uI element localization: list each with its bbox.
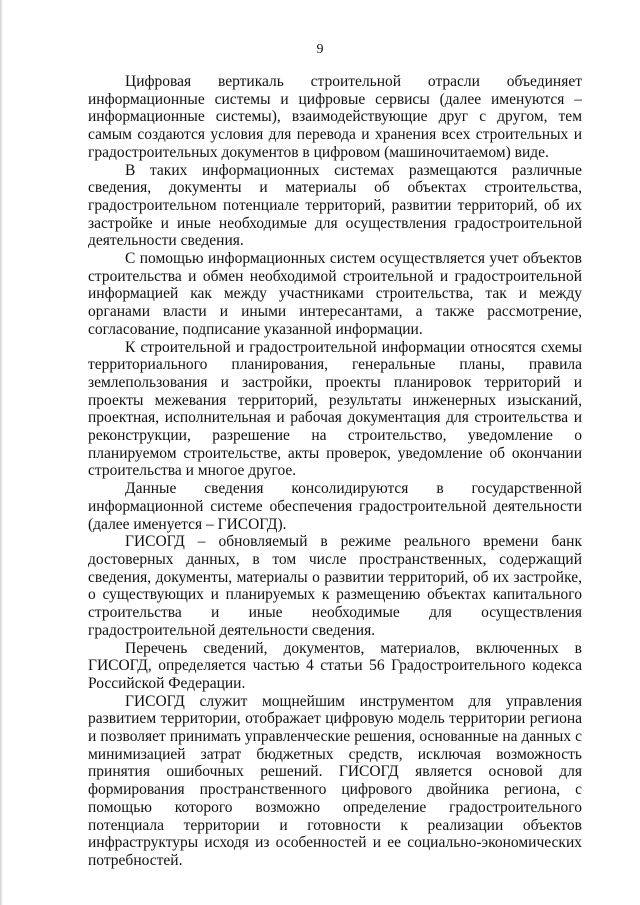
paragraph: К строительной и градостроительной информации относятся схемы территориального планирования, генеральные планы, правила землепользования и застройки, проекты планировок территорий и проекты межевания территорий, результаты инженерных изысканий, проектная, исполнительная и рабочая документация для строительства и реконструкции, разрешение на строительство, уведомление о планируемом строительстве, акты проверок, уведомление об окончании строительства и многое другое. bbox=[88, 338, 582, 480]
paragraph: Данные сведения консолидируются в государственной информационной системе обеспечения градостроительной деятельности (далее именуется – ГИСОГД). bbox=[88, 480, 582, 533]
page-number: 9 bbox=[316, 42, 324, 57]
paragraph: Цифровая вертикаль строительной отрасли объединяет информационные системы и цифровые сервисы (далее именуются – информационные системы), взаимодействующие друг с другом, тем самым создаются условия для перевода и хранения всех строительных и градостроительных документов в цифровом (машиночитаемом) виде. bbox=[88, 73, 582, 161]
document-body bbox=[88, 73, 582, 870]
paragraph: В таких информационных системах размещаются различные сведения, документы и материалы об объектах строительства, градостроительном потенциале территорий, развитии территорий, об их застройке и иные необходимые для осуществления градостроительной деятельности сведения. bbox=[88, 161, 582, 250]
paragraph: С помощью информационных систем осуществляется учет объектов строительства и обмен необходимой строительной и градостроительной информацией как между участниками строительства, так и между органами власти и иными интересантами, а также рассмотрение, согласование, подписание указанной информации. bbox=[88, 250, 582, 338]
paragraph: Перечень сведений, документов, материалов, включенных в ГИСОГД, определяется частью 4 статьи 56 Градостроительного кодекса Российской Федерации. bbox=[88, 639, 582, 692]
paragraph: ГИСОГД служит мощнейшим инструментом для управления развитием территории, отображает цифровую модель территории региона и позволяет принимать управленческие решения, основанные на данных с минимизацией затрат бюджетных средств, исключая возможность принятия ошибочных решений. ГИСОГД является основой для формирования пространственного цифрового двойника региона, с помощью которого возможно определение градостроительного потенциала территории и готовности к реализации объектов инфраструктуры исходя из особенностей и ее социально-экономических потребностей. bbox=[88, 692, 582, 869]
paragraph: ГИСОГД – обновляемый в режиме реального времени банк достоверных данных, в том числе пространственных, содержащий сведения, документы, материалы о развитии территорий, об их застройке, о существующих и планируемых к размещению объектах капитального строительства и иные необходимые для осуществления градостроительной деятельности сведения. bbox=[88, 533, 582, 639]
page-edge-shadow bbox=[0, 0, 3, 905]
